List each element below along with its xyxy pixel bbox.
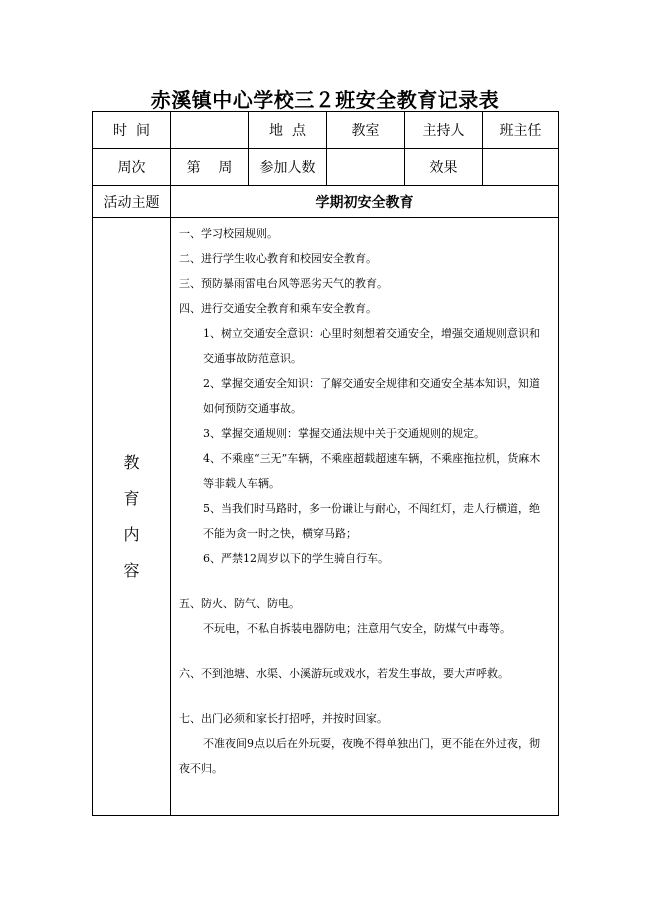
content-label-char: 育 [123,488,140,508]
content-line: 不准夜间9点以后在外玩耍，夜晚不得单独出门，更不能在外过夜，彻 [203,737,540,750]
participants-label: 参加人数 [249,149,327,186]
table-row [93,218,559,816]
content-line: 5、当我们时马路时，多一份谦让与耐心，不闯红灯，走人行横道，绝 [203,502,540,515]
content-line: 不玩电，不私自拆装电器防电；注意用气安全，防煤气中毒等。 [203,622,511,635]
theme-label: 活动主题 [93,186,171,218]
content-line: 七、出门必须和家长打招呼，并按时回家。 [179,712,388,725]
content-line: 三、预防暴雨雷电台风等恶劣天气的教育。 [179,277,388,290]
content-line: 1、树立交通安全意识：心里时刻想着交通安全，增强交通规则意识和 [203,327,540,340]
page-title: 赤溪镇中心学校三２班安全教育记录表 [150,88,500,112]
content-line: 6、严禁12周岁以下的学生骑自行车。 [203,552,389,565]
week-label: 周次 [93,149,171,186]
host-label: 主持人 [405,112,483,149]
table-row [93,186,559,218]
content-line: 交通事故防范意识。 [203,352,302,365]
content-line: 夜不归。 [179,762,223,775]
content-line: 六、不到池塘、水渠、小溪游玩或戏水，若发生事故，要大声呼救。 [179,667,509,680]
table-row [93,112,559,149]
theme-value: 学期初安全教育 [171,186,559,218]
time-label: 时 间 [93,112,171,149]
content-label-char: 容 [123,560,140,580]
content-line: 等非载人车辆。 [203,477,280,490]
place-label: 地 点 [249,112,327,149]
content-label-char: 教 [123,452,140,472]
content-line: 不能为贪一时之快，横穿马路； [203,527,357,540]
content-label-char: 内 [123,524,140,544]
participants-value [327,149,405,186]
record-table [92,111,559,816]
content-line: 一、学习校园规则。 [179,227,278,240]
content-body [171,218,559,816]
time-value [171,112,249,149]
content-line: 4、不乘座“三无”车辆，不乘座超载超速车辆，不乘座拖拉机，货麻木 [203,452,541,465]
week-value: 第 周 [171,149,249,186]
content-line: 如何预防交通事故。 [203,402,302,415]
effect-value [483,149,559,186]
content-line: 四、进行交通安全教育和乘车安全教育。 [179,302,377,315]
effect-label: 效果 [405,149,483,186]
place-value: 教室 [327,112,405,149]
host-value: 班主任 [483,112,559,149]
content-line: 二、进行学生收心教育和校园安全教育。 [179,252,377,265]
content-line: 3、掌握交通规则：掌握交通法规中关于交通规则的规定。 [203,427,485,440]
table-row [93,149,559,186]
content-label [93,218,171,816]
content-line: 五、防火、防气、防电。 [179,597,300,610]
content-line: 2、掌握交通安全知识：了解交通安全规律和交通安全基本知识，知道 [203,377,540,390]
